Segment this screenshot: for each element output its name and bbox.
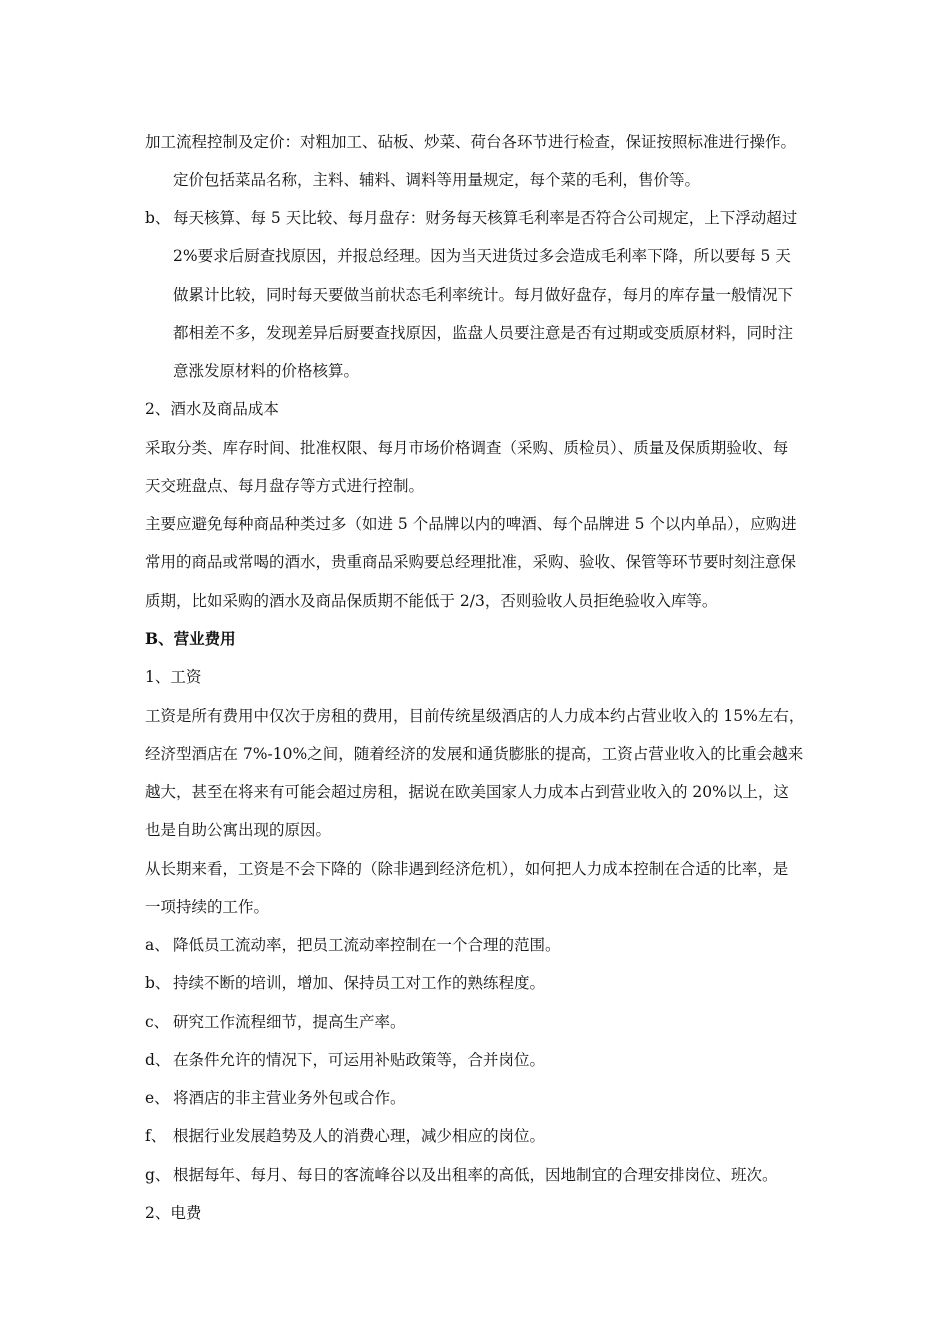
list-item-line: 做累计比较，同时每天要做当前状态毛利率统计。每月做好盘存，每月的库存量一般情况下 [173, 286, 794, 304]
section-heading: B、营业费用 [145, 629, 236, 648]
list-marker: d、 [145, 1051, 171, 1069]
list-item [145, 1087, 825, 1109]
list-item-text: 将酒店的非主营业务外包或合作。 [173, 1089, 406, 1107]
list-item-line: 都相差不多，发现差异后厨要查找原因，监盘人员要注意是否有过期或变质原材料，同时注 [173, 324, 794, 342]
list-item [145, 972, 825, 994]
paragraph-line: 主要应避免每种商品种类过多（如进 5 个品牌以内的啤酒、每个品牌进 5 个以内单品），应购进 [145, 515, 797, 533]
subsection-heading: 1、工资 [145, 668, 202, 686]
paragraph-line: 质期，比如采购的酒水及商品保质期不能低于 2/3，否则验收人员拒绝验收入库等。 [145, 592, 718, 610]
list-item-text: 在条件允许的情况下，可运用补贴政策等，合并岗位。 [173, 1051, 546, 1069]
paragraph-line: 加工流程控制及定价：对粗加工、砧板、炒菜、荷台各环节进行检查，保证按照标准进行操作。 [145, 133, 797, 151]
paragraph-line: 定价包括菜品名称，主料、辅料、调料等用量规定，每个菜的毛利，售价等。 [173, 171, 701, 189]
paragraph-line: 也是自助公寓出现的原因。 [145, 821, 332, 839]
list-item [145, 207, 825, 229]
list-marker: c、 [145, 1013, 170, 1031]
paragraph-line: 越大，甚至在将来有可能会超过房租，据说在欧美国家人力成本占到营业收入的 20%以上，这 [145, 783, 789, 801]
paragraph-line: 采取分类、库存时间、批准权限、每月市场价格调查（采购、质检员）、质量及保质期验收、每 [145, 439, 789, 457]
list-item-line: 2%要求后厨查找原因，并报总经理。因为当天进货过多会造成毛利率下降，所以要每 5 天 [173, 247, 791, 265]
list-item [145, 1011, 825, 1033]
list-marker: b、 [145, 209, 171, 227]
paragraph-line: 常用的商品或常喝的酒水，贵重商品采购要总经理批准，采购、验收、保管等环节要时刻注意保 [145, 553, 797, 571]
list-item-text: 研究工作流程细节，提高生产率。 [173, 1013, 406, 1031]
list-item-text: 降低员工流动率，把员工流动率控制在一个合理的范围。 [173, 936, 561, 954]
list-marker: a、 [145, 936, 170, 954]
subsection-heading: 2、电费 [145, 1204, 202, 1222]
list-item [145, 934, 825, 956]
list-marker: b、 [145, 974, 171, 992]
paragraph-line: 从长期来看，工资是不会下降的（除非遇到经济危机），如何把人力成本控制在合适的比率，是 [145, 860, 789, 878]
list-item [145, 1049, 825, 1071]
list-item-line: 意涨发原材料的价格核算。 [173, 362, 360, 380]
list-item [145, 1164, 825, 1186]
paragraph-line: 工资是所有费用中仅次于房租的费用，目前传统星级酒店的人力成本约占营业收入的 15%左右， [145, 707, 805, 725]
list-item-text: 持续不断的培训，增加、保持员工对工作的熟练程度。 [173, 974, 546, 992]
section-heading: 2、酒水及商品成本 [145, 400, 279, 418]
list-marker: g、 [145, 1166, 171, 1184]
list-marker: e、 [145, 1089, 170, 1107]
paragraph-line: 一项持续的工作。 [145, 898, 270, 916]
list-item [145, 1125, 825, 1147]
list-item-text: 每天核算、每 5 天比较、每月盘存：财务每天核算毛利率是否符合公司规定，上下浮动超过 [173, 209, 798, 227]
list-marker: f、 [145, 1127, 167, 1145]
list-item-text: 根据行业发展趋势及人的消费心理，减少相应的岗位。 [173, 1127, 546, 1145]
paragraph-line: 经济型酒店在 7%-10%之间，随着经济的发展和通货膨胀的提高，工资占营业收入的比重会越来 [145, 745, 804, 763]
paragraph-line: 天交班盘点、每月盘存等方式进行控制。 [145, 477, 425, 495]
list-item-text: 根据每年、每月、每日的客流峰谷以及出租率的高低，因地制宜的合理安排岗位、班次。 [173, 1166, 778, 1184]
